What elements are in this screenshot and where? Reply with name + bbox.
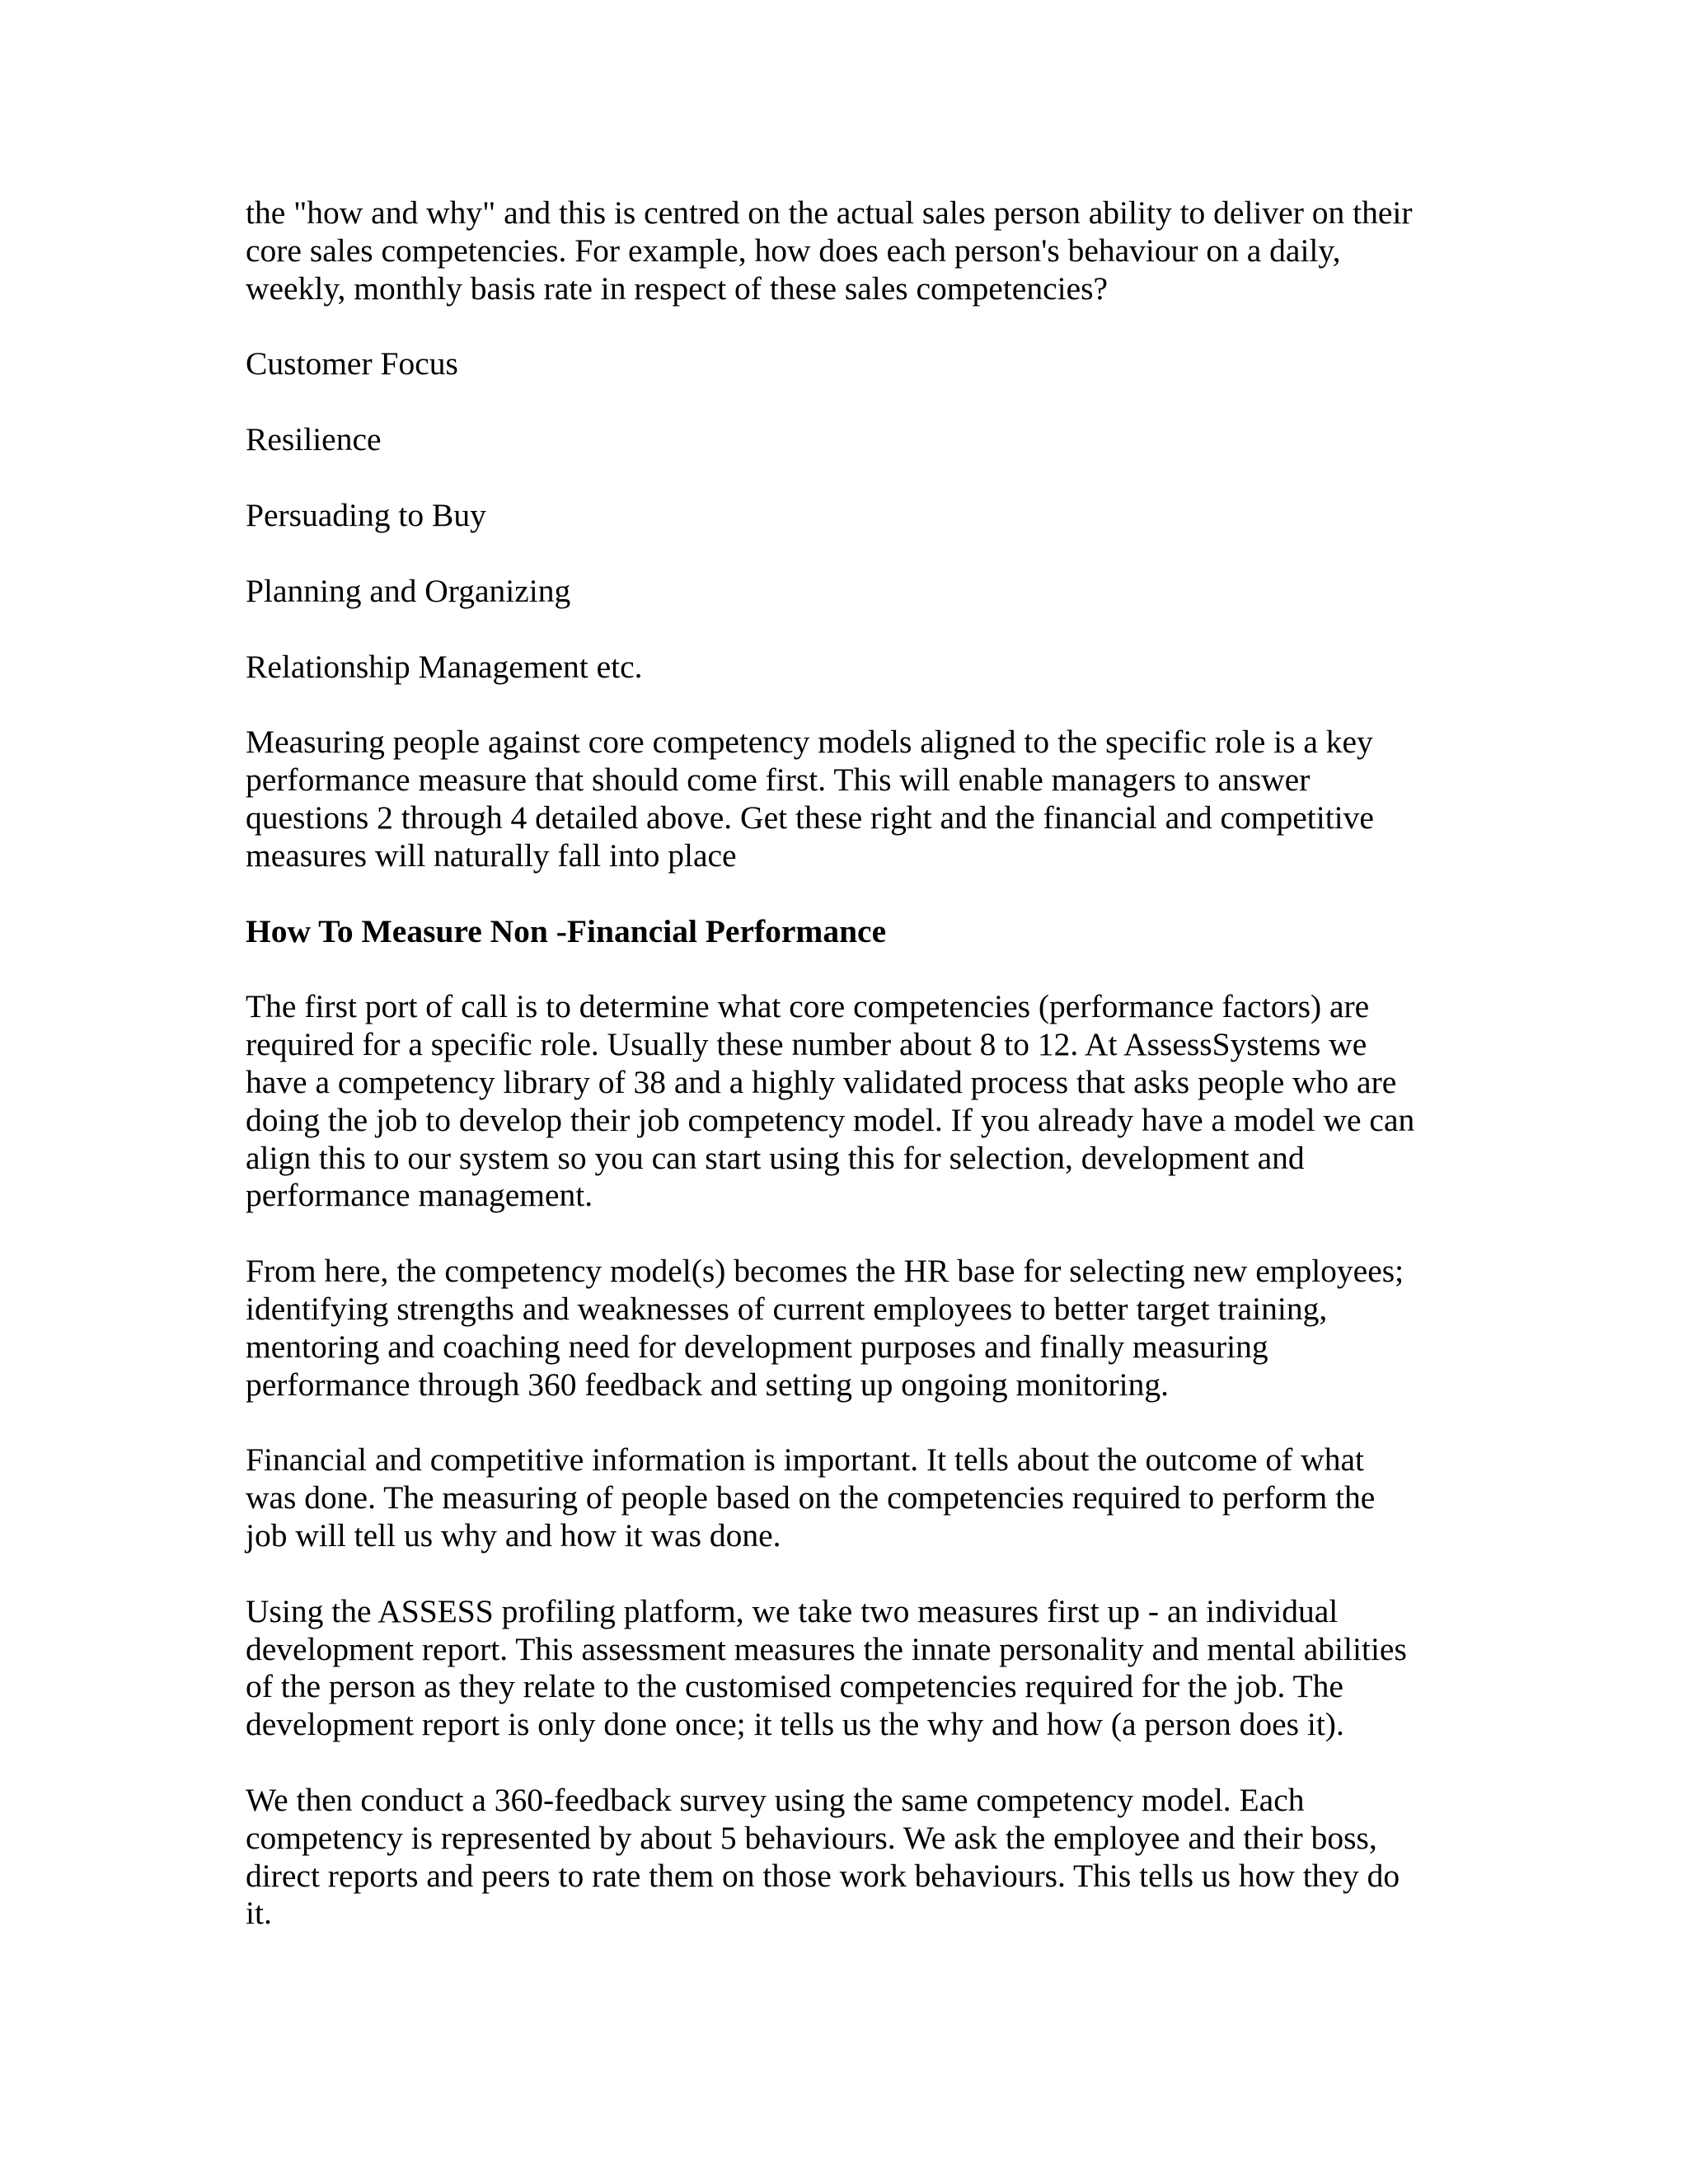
competency-item: Persuading to Buy <box>246 496 486 533</box>
measuring-paragraph: Measuring people against core competency models aligned to the specific role is a key performance measure that should come first. This will enable managers to answer questions 2 through 4 detailed above. Get these right and the financial and competitive measures will naturally fall into place <box>246 724 1374 874</box>
body-paragraph: From here, the competency model(s) becomes the HR base for selecting new employees; identifying strengths and weaknesses of current employees to better target training, mentoring and coaching need for development purposes and finally measuring performance through 360 feedback and setting up ongoing monitoring. <box>246 1253 1404 1403</box>
competency-item: Customer Focus <box>246 345 458 382</box>
intro-paragraph: the "how and why" and this is centred on the actual sales person ability to deliver on their core sales competencies. For example, how does each person's behaviour on a daily, weekly, monthly basis rate in respect of these sales competencies? <box>246 194 1413 307</box>
body-paragraph: The first port of call is to determine what core competencies (performance factors) are required for a specific role. Usually these number about 8 to 12. At AssessSystems we have a competency library of 38 and a highly validated process that asks people who are doing the job to develop their job competency model. If you already have a model we can align this to our system so you can start using this for selection, development and performance management. <box>246 988 1415 1214</box>
body-paragraph: Financial and competitive information is important. It tells about the outcome of what was done. The measuring of people based on the competencies required to perform the job will tell us why and how it was done. <box>246 1441 1376 1554</box>
body-paragraph: We then conduct a 360-feedback survey using the same competency model. Each competency is represented by about 5 behaviours. We ask the employee and their boss, direct reports and peers to rate them on those work behaviours. This tells us how they do it. <box>246 1781 1400 1932</box>
competency-item: Relationship Management etc. <box>246 648 643 685</box>
competency-item: Planning and Organizing <box>246 572 571 609</box>
body-paragraph: Using the ASSESS profiling platform, we take two measures first up - an individual development report. This assessment measures the innate personality and mental abilities of the person as they relate to the customised competencies required for the job. The development report is only done once; it tells us the why and how (a person does it). <box>246 1592 1407 1743</box>
document-page <box>246 194 1449 1971</box>
competency-item: Resilience <box>246 421 382 458</box>
section-heading: How To Measure Non -Financial Performance <box>246 912 887 949</box>
